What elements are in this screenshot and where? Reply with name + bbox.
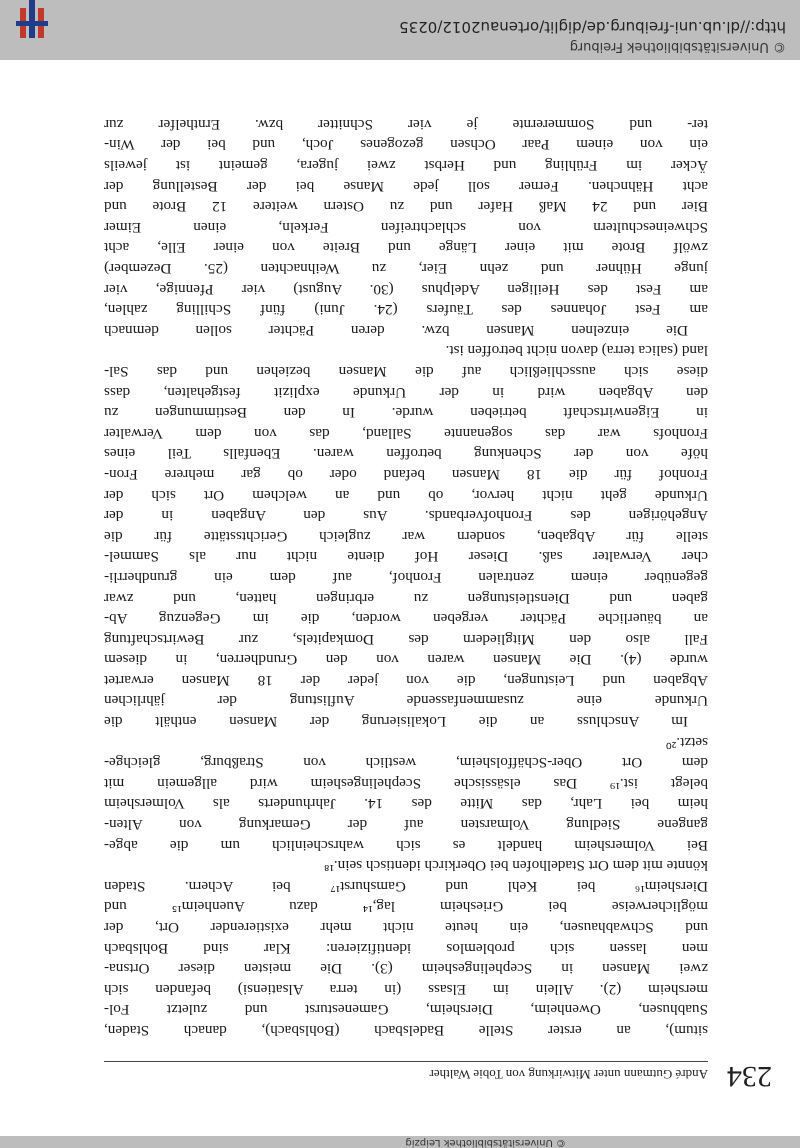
text-line: den Abgaben wird in der Urkunde explizit festgehalten, dass (104, 383, 708, 401)
text-line: Fronhofs war das sogenannte Salland, das von dem Verwalter (104, 424, 708, 442)
text-line: Schweineschultern von schlachtreifen Ferkeln, einen Eimer (104, 218, 708, 236)
text-line: Abgaben und Leistungen, die von jeder der 18 Mansen erwartet (104, 671, 708, 689)
text-line: setzt.²⁰ (665, 733, 708, 751)
text-line: zwölf Brote mit einer Länge und Breite von einer Elle, acht (104, 239, 708, 257)
body-text (104, 100, 708, 1040)
text-line: könnte mit dem Ort Stadelhofen bei Oberkirch identisch sein.¹⁸ (324, 857, 708, 875)
text-line: men lassen sich problemlos identifizieren: Klar sind Bohlsbach (104, 939, 708, 957)
text-line: an bäuerliche Pächter vergeben worden, die im Gegenzug Ab- (104, 610, 708, 628)
head-rule (104, 1061, 708, 1062)
text-line: Angehörigen des Fronhofverbands. Aus den Angaben in der (104, 507, 708, 525)
text-line: Fronhof für die 18 Mansen befand oder ob gar mehrere Fron- (104, 465, 708, 483)
text-line: Urkunde geht nicht hervor, ob und an welchem Ort sich der (104, 486, 708, 504)
text-line: stelle für Abgaben, sondern war zugleich Gerichtsstätte für die (104, 527, 708, 545)
text-line: und Schwabhausen, ein heute nicht mehr existierender Ort, der (104, 919, 708, 937)
footer-url[interactable]: http://dl.ub.uni-freiburg.de/diglit/ortenau2012/0235 (399, 18, 786, 36)
header-copyright: © Universitätsbibliothek Leipzig (405, 1137, 566, 1148)
running-head: André Gutmann unter Mitwirkung von Tobie Walther (429, 1067, 708, 1082)
text-line: Die einzelnen Mansen bzw. deren Pächter sollen demnach (104, 321, 688, 339)
text-line: junge Hühner und zehn Eier, zu Weihnachten (25. Dezember) (104, 260, 708, 278)
text-line: gaben und Dienstleistungen zu erbringen hatten, und zwar (104, 589, 708, 607)
text-line: Bier und 24 Maß Hafer und zu Ostern weitere 12 Brote und (104, 198, 708, 216)
ub-freiburg-logo-icon (12, 0, 52, 38)
text-line: in Eigenwirtschaft betrieben wurde. In den Bestimmungen zu (104, 404, 708, 422)
text-line: belegt ist.¹⁹ Das elsässische Scephelingesheim wird allgemein mit (104, 774, 708, 792)
text-line: wurde (4). Die Mansen waren von den Grundherren, in diesem (104, 651, 708, 669)
text-line: gegenüber einem zentralen Fronhof, auf dem ein grundherrli- (104, 568, 708, 586)
text-line: Urkunde eine zusammenfassende Auflistung der jährlichen (104, 692, 708, 710)
text-line: zwei Mansen in Scephelingesheim (3). Die meisten dieser Ortsna- (104, 960, 708, 978)
text-line: dem Ort Ober-Schäffolsheim, westlich von Straßburg, gleichge- (104, 754, 708, 772)
text-line: ein von einem Paar Ochsen gezogenes Joch, und bei der Win- (104, 136, 708, 154)
text-line: heim bei Lahr, das Mitte des 14. Jahrhunderts als Volmersheim (104, 795, 708, 813)
text-line: gangene Siedlung Volmarsten auf der Gemarkung von Alten- (104, 816, 708, 834)
text-line: Fall also den Mitgliedern des Domkapitels, zur Bewirtschaftung (104, 630, 708, 648)
text-line: Im Anschluss an die Lokalisierung der Mansen enthält die (104, 713, 688, 731)
text-line: situm), an erster Stelle Badelsbach (Bohlsbach), danach Staden, (104, 1022, 708, 1039)
text-line: land (salica terra) davon nicht betroffen ist. (445, 342, 708, 360)
text-line: Diersheim¹⁶ bei Kehl und Gamshurst¹⁷ bei Achern. Staden (104, 877, 708, 895)
footer-copyright: © Universitätsbibliothek Freiburg (569, 39, 786, 54)
text-line: am Fest des Heiligen Adelphus (30. August) vier Pfennige, vier (104, 280, 708, 298)
text-line: mersheim (2). Allein im Elsass (in terra Alsatiensi) befanden sich (104, 980, 708, 998)
text-line: acht Hähnchen. Ferner soll jede Manse bei der Bestellung der (104, 177, 708, 195)
page-number: 234 (727, 1060, 772, 1093)
text-line: cher Verwalter saß. Dieser Hof diente nicht nur als Sammel- (104, 548, 708, 566)
text-line: höfe von der Schenkung betroffen waren. Ebenfalls Teil eines (104, 445, 708, 463)
text-line: Bei Volmersheim handelt es sich wahrscheinlich um die abge- (104, 836, 708, 854)
text-line: Äcker im Frühling und Herbst zwei jugera, gemeint ist jeweils (104, 157, 708, 175)
text-line: Suabhusen, Owenheim, Diersheim, Gamenesturst und zuletzt Fol- (104, 1001, 708, 1019)
text-line: möglicherweise bei Griesheim lag,¹⁴ dazu Auenheim¹⁵ und (104, 898, 708, 916)
text-line: diese sich ausschließlich auf die Mansen beziehen und das Sal- (104, 363, 708, 380)
text-line: ter- und Sommerernte je vier Schnitter bzw. Ernthelfer zur (104, 115, 708, 133)
text-line: am Fest Johannes des Täufers (24. Juni) fünf Schilling zahlen, (104, 301, 708, 319)
